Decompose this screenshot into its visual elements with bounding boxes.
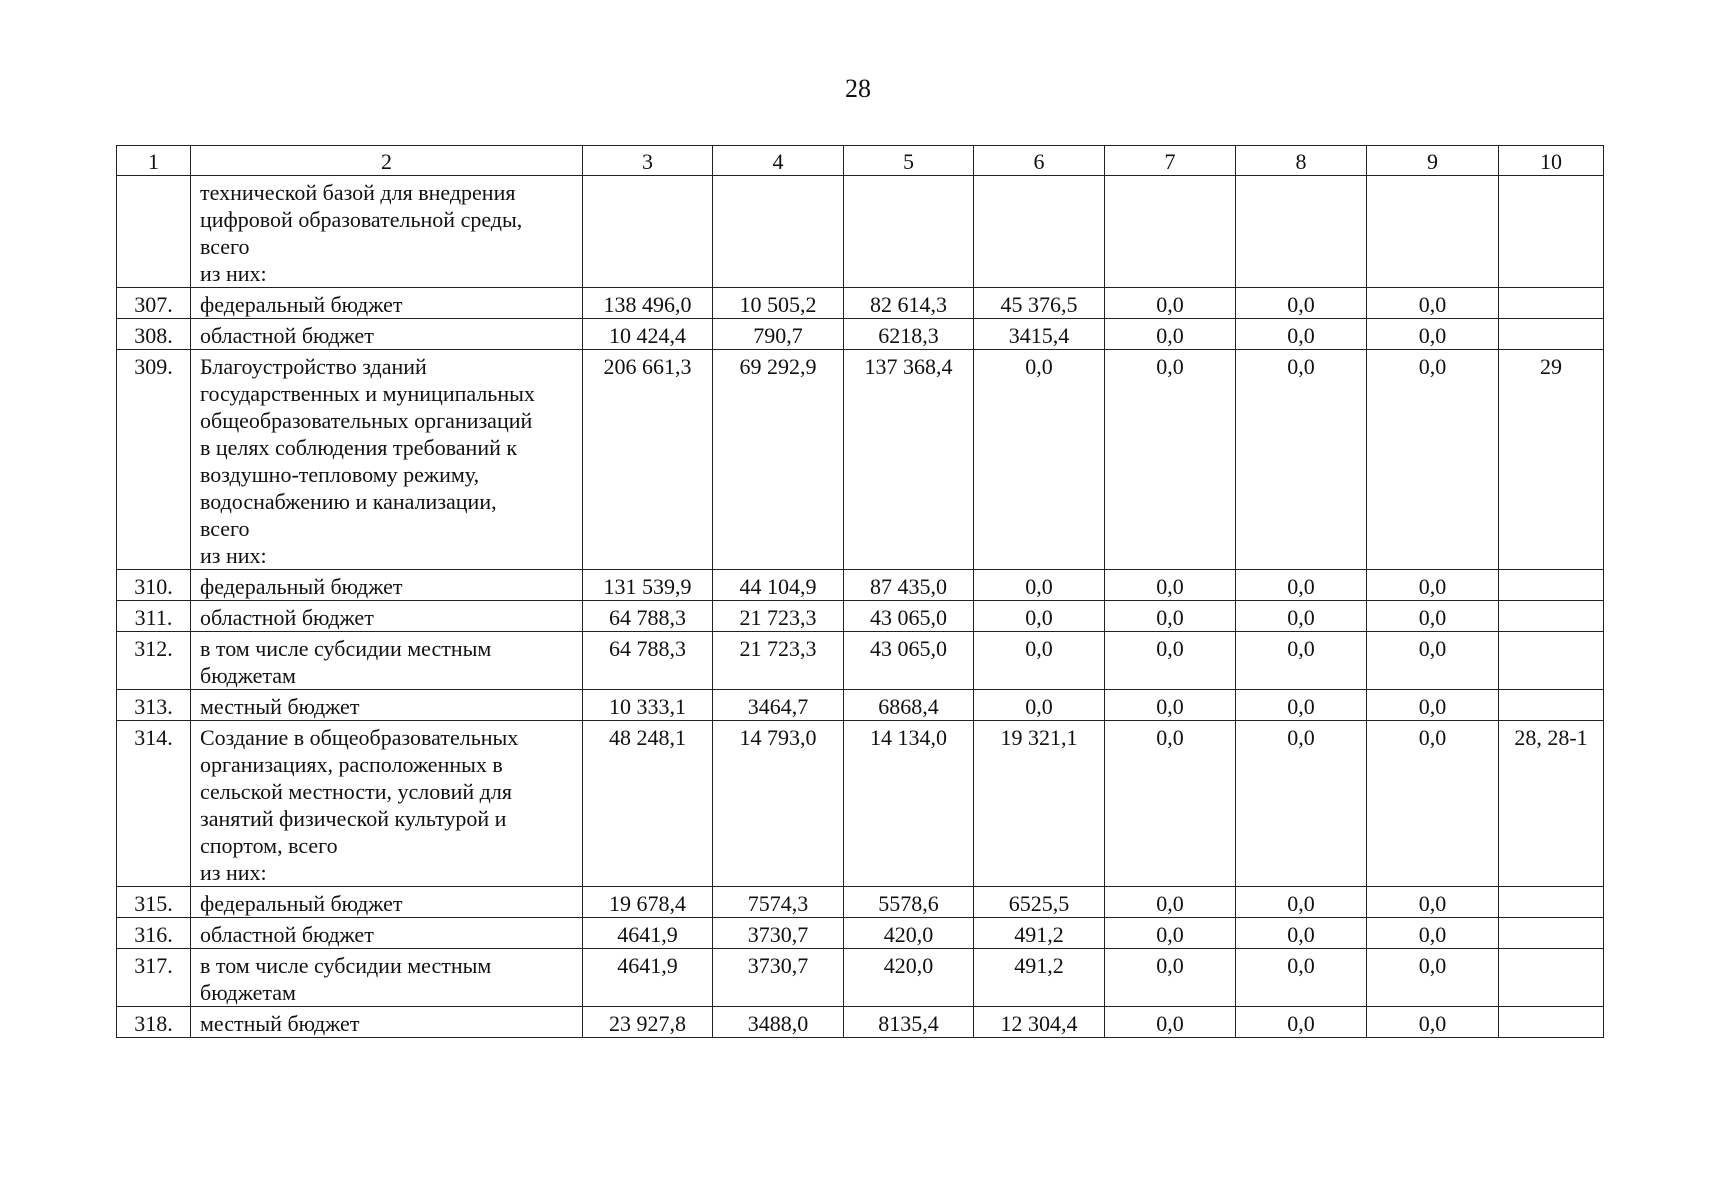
description-line: общеобразовательных организаций [200, 408, 533, 433]
value-cell: 23 927,8 [583, 1007, 713, 1038]
description-line: всего [200, 234, 250, 259]
row-description [191, 176, 583, 288]
value-cell: 0,0 [1367, 570, 1499, 601]
value-cell: 0,0 [1236, 319, 1367, 350]
reference-cell [1499, 887, 1604, 918]
row-description [191, 949, 583, 1007]
reference-cell [1499, 918, 1604, 949]
value-cell: 0,0 [1236, 601, 1367, 632]
reference-cell [1499, 176, 1604, 288]
description-line: Создание в общеобразовательных [200, 725, 519, 750]
value-cell: 3488,0 [713, 1007, 844, 1038]
description-line: в целях соблюдения требований к [200, 435, 518, 460]
description-line: в том числе субсидии местным [200, 953, 492, 978]
value-cell: 0,0 [1236, 350, 1367, 570]
value-cell: 0,0 [1105, 887, 1236, 918]
value-cell: 0,0 [1367, 690, 1499, 721]
value-cell: 0,0 [1105, 918, 1236, 949]
value-cell: 0,0 [1236, 887, 1367, 918]
row-description [191, 288, 583, 319]
row-description [191, 1007, 583, 1038]
table-row [117, 570, 1604, 601]
value-cell: 0,0 [1367, 721, 1499, 887]
row-number: 317. [117, 949, 191, 1007]
row-description [191, 570, 583, 601]
column-header: 9 [1367, 146, 1499, 176]
value-cell: 0,0 [1367, 632, 1499, 690]
value-cell: 14 134,0 [844, 721, 974, 887]
row-description [191, 319, 583, 350]
value-cell: 5578,6 [844, 887, 974, 918]
value-cell: 0,0 [1367, 288, 1499, 319]
row-number: 308. [117, 319, 191, 350]
description-line: спортом, всего [200, 833, 338, 858]
description-line: областной бюджет [200, 605, 374, 630]
value-cell: 3464,7 [713, 690, 844, 721]
description-line: в том числе субсидии местным [200, 636, 492, 661]
value-cell: 3730,7 [713, 918, 844, 949]
page-number: 28 [845, 74, 871, 103]
value-cell: 6868,4 [844, 690, 974, 721]
reference-cell: 28, 28-1 [1499, 721, 1604, 887]
value-cell: 0,0 [1367, 319, 1499, 350]
value-cell [974, 176, 1105, 288]
row-description [191, 721, 583, 887]
value-cell: 6218,3 [844, 319, 974, 350]
value-cell: 131 539,9 [583, 570, 713, 601]
value-cell: 420,0 [844, 918, 974, 949]
column-header: 1 [117, 146, 191, 176]
value-cell: 0,0 [1236, 918, 1367, 949]
reference-cell [1499, 949, 1604, 1007]
row-number: 311. [117, 601, 191, 632]
value-cell: 64 788,3 [583, 632, 713, 690]
column-header: 8 [1236, 146, 1367, 176]
description-line: Благоустройство зданий [200, 354, 427, 379]
row-description [191, 350, 583, 570]
value-cell [844, 176, 974, 288]
value-cell: 0,0 [1236, 570, 1367, 601]
reference-cell [1499, 288, 1604, 319]
value-cell: 0,0 [1105, 350, 1236, 570]
row-number: 312. [117, 632, 191, 690]
value-cell: 10 424,4 [583, 319, 713, 350]
value-cell: 87 435,0 [844, 570, 974, 601]
table-row [117, 918, 1604, 949]
value-cell: 21 723,3 [713, 632, 844, 690]
value-cell: 0,0 [1236, 949, 1367, 1007]
description-line: цифровой образовательной среды, [200, 207, 523, 232]
value-cell: 0,0 [1236, 721, 1367, 887]
table-row [117, 1007, 1604, 1038]
row-description [191, 918, 583, 949]
value-cell: 19 678,4 [583, 887, 713, 918]
value-cell: 0,0 [974, 570, 1105, 601]
description-line: из них: [200, 860, 267, 885]
reference-cell [1499, 632, 1604, 690]
row-description [191, 601, 583, 632]
column-header: 10 [1499, 146, 1604, 176]
value-cell: 206 661,3 [583, 350, 713, 570]
value-cell [1367, 176, 1499, 288]
description-line: организациях, расположенных в [200, 752, 503, 777]
value-cell: 12 304,4 [974, 1007, 1105, 1038]
value-cell: 491,2 [974, 918, 1105, 949]
budget-table [116, 145, 1604, 1038]
description-line: федеральный бюджет [200, 574, 403, 599]
value-cell [713, 176, 844, 288]
value-cell: 0,0 [1105, 319, 1236, 350]
value-cell: 3730,7 [713, 949, 844, 1007]
row-number: 314. [117, 721, 191, 887]
value-cell: 0,0 [1105, 690, 1236, 721]
value-cell: 8135,4 [844, 1007, 974, 1038]
value-cell: 420,0 [844, 949, 974, 1007]
value-cell: 6525,5 [974, 887, 1105, 918]
value-cell: 10 333,1 [583, 690, 713, 721]
value-cell: 138 496,0 [583, 288, 713, 319]
value-cell: 14 793,0 [713, 721, 844, 887]
row-number [117, 176, 191, 288]
value-cell: 64 788,3 [583, 601, 713, 632]
description-line: федеральный бюджет [200, 292, 403, 317]
value-cell: 0,0 [1236, 690, 1367, 721]
row-description [191, 632, 583, 690]
value-cell: 21 723,3 [713, 601, 844, 632]
value-cell: 19 321,1 [974, 721, 1105, 887]
value-cell: 0,0 [1367, 1007, 1499, 1038]
column-header: 2 [191, 146, 583, 176]
value-cell [583, 176, 713, 288]
value-cell: 44 104,9 [713, 570, 844, 601]
value-cell: 0,0 [1367, 887, 1499, 918]
column-header: 4 [713, 146, 844, 176]
description-line: местный бюджет [200, 1011, 360, 1036]
value-cell: 3415,4 [974, 319, 1105, 350]
value-cell: 43 065,0 [844, 632, 974, 690]
value-cell: 491,2 [974, 949, 1105, 1007]
value-cell: 0,0 [1367, 601, 1499, 632]
value-cell: 0,0 [974, 690, 1105, 721]
value-cell: 0,0 [974, 350, 1105, 570]
row-number: 315. [117, 887, 191, 918]
value-cell: 45 376,5 [974, 288, 1105, 319]
row-number: 310. [117, 570, 191, 601]
table-row [117, 350, 1604, 570]
reference-cell [1499, 690, 1604, 721]
value-cell: 137 368,4 [844, 350, 974, 570]
row-description [191, 887, 583, 918]
value-cell: 0,0 [1105, 632, 1236, 690]
description-line: водоснабжению и канализации, [200, 489, 497, 514]
table-row [117, 887, 1604, 918]
description-line: государственных и муниципальных [200, 381, 535, 406]
reference-cell: 29 [1499, 350, 1604, 570]
value-cell: 0,0 [1105, 1007, 1236, 1038]
description-line: из них: [200, 543, 267, 568]
reference-cell [1499, 319, 1604, 350]
description-line: из них: [200, 261, 267, 286]
row-number: 309. [117, 350, 191, 570]
table-header-row [117, 146, 1604, 176]
value-cell: 0,0 [1105, 721, 1236, 887]
row-number: 313. [117, 690, 191, 721]
row-number: 307. [117, 288, 191, 319]
value-cell: 0,0 [1105, 570, 1236, 601]
description-line: федеральный бюджет [200, 891, 403, 916]
value-cell: 0,0 [1367, 350, 1499, 570]
table-row [117, 319, 1604, 350]
column-header: 3 [583, 146, 713, 176]
value-cell: 0,0 [974, 632, 1105, 690]
value-cell [1105, 176, 1236, 288]
description-line: всего [200, 516, 250, 541]
description-line: занятий физической культурой и [200, 806, 507, 831]
description-line: бюджетам [200, 980, 296, 1005]
table-row [117, 690, 1604, 721]
table-row [117, 288, 1604, 319]
table-row [117, 721, 1604, 887]
value-cell: 0,0 [1236, 288, 1367, 319]
value-cell: 0,0 [1105, 601, 1236, 632]
reference-cell [1499, 570, 1604, 601]
value-cell: 0,0 [974, 601, 1105, 632]
description-line: областной бюджет [200, 922, 374, 947]
value-cell: 43 065,0 [844, 601, 974, 632]
value-cell: 4641,9 [583, 949, 713, 1007]
value-cell [1236, 176, 1367, 288]
value-cell: 69 292,9 [713, 350, 844, 570]
value-cell: 4641,9 [583, 918, 713, 949]
reference-cell [1499, 1007, 1604, 1038]
description-line: местный бюджет [200, 694, 360, 719]
value-cell: 0,0 [1105, 288, 1236, 319]
value-cell: 790,7 [713, 319, 844, 350]
row-description [191, 690, 583, 721]
value-cell: 0,0 [1236, 632, 1367, 690]
column-header: 5 [844, 146, 974, 176]
row-number: 316. [117, 918, 191, 949]
value-cell: 0,0 [1236, 1007, 1367, 1038]
column-header: 6 [974, 146, 1105, 176]
column-header: 7 [1105, 146, 1236, 176]
table-row [117, 949, 1604, 1007]
description-line: бюджетам [200, 663, 296, 688]
description-line: сельской местности, условий для [200, 779, 512, 804]
table-row [117, 176, 1604, 288]
row-number: 318. [117, 1007, 191, 1038]
value-cell: 7574,3 [713, 887, 844, 918]
table-row [117, 632, 1604, 690]
description-line: технической базой для внедрения [200, 180, 516, 205]
value-cell: 82 614,3 [844, 288, 974, 319]
value-cell: 0,0 [1105, 949, 1236, 1007]
value-cell: 0,0 [1367, 949, 1499, 1007]
table-row [117, 601, 1604, 632]
reference-cell [1499, 601, 1604, 632]
value-cell: 0,0 [1367, 918, 1499, 949]
description-line: воздушно-тепловому режиму, [200, 462, 480, 487]
value-cell: 48 248,1 [583, 721, 713, 887]
description-line: областной бюджет [200, 323, 374, 348]
value-cell: 10 505,2 [713, 288, 844, 319]
